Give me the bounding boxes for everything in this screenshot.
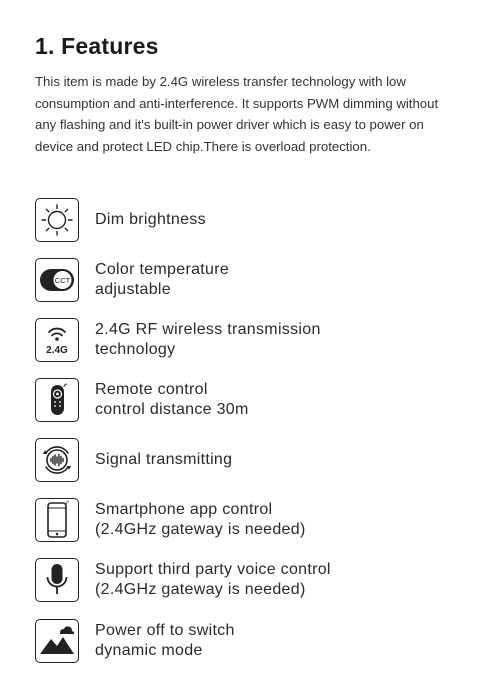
feature-label: 2.4G RF wireless transmission technology xyxy=(95,321,321,358)
svg-text:CCT: CCT xyxy=(54,275,71,285)
remote-control-icon xyxy=(35,378,79,422)
signal-transmitting-icon xyxy=(35,438,79,482)
smartphone-icon xyxy=(35,498,79,542)
feature-item-signal-transmitting xyxy=(35,438,465,484)
feature-label: Smartphone app control (2.4GHz gateway is needed) xyxy=(95,501,306,538)
sun-brightness-icon xyxy=(35,198,79,242)
intro-paragraph: This item is made by 2.4G wireless transfer technology with low consumption and anti-interference. It supports PWM dimming without any flashing and it's built-in power driver which is easy to power on device and protect LED chip.There is overload protection. xyxy=(35,74,439,154)
feature-label: Power off to switch dynamic mode xyxy=(95,622,235,659)
mountain-cloud-icon xyxy=(35,619,79,663)
feature-item-voice-control xyxy=(35,558,465,604)
wireless-2-4g-icon xyxy=(35,318,79,362)
feature-label: Remote control control distance 30m xyxy=(95,381,249,418)
feature-label: Support third party voice control (2.4GHz gateway is needed) xyxy=(95,561,331,598)
feature-item-color-temperature xyxy=(35,258,465,304)
microphone-icon xyxy=(35,558,79,602)
svg-text:2.4G: 2.4G xyxy=(46,345,68,356)
cct-toggle-icon xyxy=(35,258,79,302)
feature-label: Color temperature adjustable xyxy=(95,261,230,298)
feature-item-smartphone-app xyxy=(35,498,465,544)
feature-item-power-off-dynamic xyxy=(35,619,465,665)
feature-label: Signal transmitting xyxy=(95,451,233,468)
feature-item-remote-control xyxy=(35,378,465,424)
feature-item-dim-brightness xyxy=(35,198,465,244)
feature-item-wireless-2-4g xyxy=(35,318,465,364)
feature-label: Dim brightness xyxy=(95,211,206,228)
section-title: 1. Features xyxy=(35,33,159,59)
